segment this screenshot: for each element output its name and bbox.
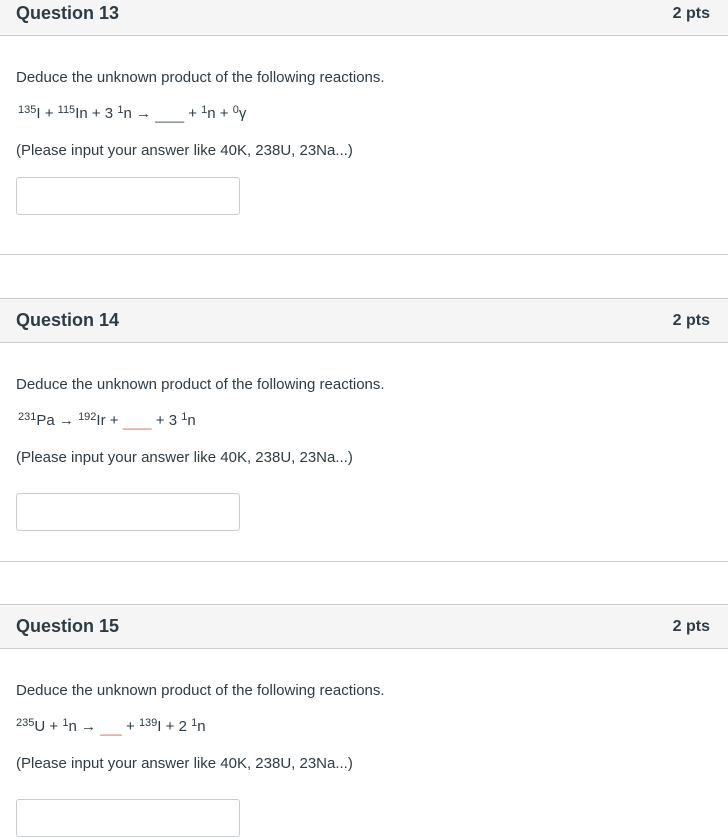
question-points: 2 pts: [672, 617, 710, 635]
plus-sign: +: [121, 718, 139, 735]
element-symbol: n: [187, 412, 196, 429]
element-symbol: n: [68, 718, 77, 735]
question-header: [0, 604, 728, 649]
mass-number: 1: [201, 104, 208, 116]
mass-number: 1: [62, 717, 69, 729]
plus-sign: + 3: [87, 105, 118, 122]
answer-input[interactable]: [16, 493, 240, 531]
plus-sign: + 2: [161, 718, 192, 735]
element-symbol: U: [34, 718, 46, 735]
answer-hint: (Please input your answer like 40K, 238U, 23Na...): [16, 449, 353, 466]
mass-number: 231: [18, 411, 37, 423]
question-header: [0, 298, 728, 343]
element-symbol: Pa: [36, 412, 55, 429]
mass-number: 1: [191, 717, 198, 729]
answer-hint: (Please input your answer like 40K, 238U, 23Na...): [16, 755, 353, 772]
plus-sign: +: [105, 412, 123, 429]
answer-hint: (Please input your answer like 40K, 238U, 23Na...): [16, 142, 353, 159]
question-prompt: Deduce the unknown product of the following reactions.: [16, 69, 385, 86]
reaction-equation: [16, 717, 206, 736]
plus-sign: +: [184, 105, 202, 122]
question-points: 2 pts: [672, 311, 710, 329]
question-title: Question 15: [16, 616, 120, 636]
question-title: Question 13: [16, 3, 120, 23]
mass-number: 1: [181, 411, 188, 423]
mass-number: 0: [232, 104, 239, 116]
element-symbol: n: [197, 718, 206, 735]
element-symbol: γ: [238, 105, 247, 122]
arrow-icon: →: [76, 718, 101, 735]
question-divider: [0, 561, 728, 562]
element-symbol: I: [36, 105, 41, 122]
plus-sign: + 3: [151, 412, 182, 429]
mass-number: 1: [117, 104, 124, 116]
plus-sign: +: [40, 105, 58, 122]
arrow-icon: →: [54, 412, 79, 429]
question-header: [0, 0, 728, 36]
unknown-blank: ___: [100, 721, 122, 736]
plus-sign: +: [45, 718, 63, 735]
mass-number: 135: [18, 104, 37, 116]
mass-number: 192: [78, 411, 97, 423]
reaction-equation: [18, 411, 196, 430]
question-divider: [0, 254, 728, 255]
mass-number: 139: [138, 717, 158, 729]
unknown-blank: ____: [122, 415, 152, 430]
question-prompt: Deduce the unknown product of the following reactions.: [16, 682, 385, 699]
question-14: [0, 298, 728, 466]
question-title: Question 14: [16, 310, 120, 330]
element-symbol: In: [75, 105, 88, 122]
answer-input[interactable]: [16, 177, 240, 215]
question-15: [0, 604, 728, 772]
element-symbol: n: [207, 105, 216, 122]
mass-number: 235: [16, 717, 35, 729]
question-13: [0, 0, 728, 159]
question-points: 2 pts: [672, 4, 710, 22]
arrow-icon: →: [131, 105, 156, 122]
mass-number: 115: [57, 104, 76, 116]
question-prompt: Deduce the unknown product of the following reactions.: [16, 376, 385, 393]
element-symbol: n: [123, 105, 132, 122]
plus-sign: +: [215, 105, 233, 122]
element-symbol: Ir: [96, 412, 106, 429]
answer-input[interactable]: [16, 799, 240, 837]
reaction-equation: [18, 104, 246, 123]
element-symbol: I: [157, 718, 162, 735]
unknown-blank: ____: [155, 108, 185, 123]
